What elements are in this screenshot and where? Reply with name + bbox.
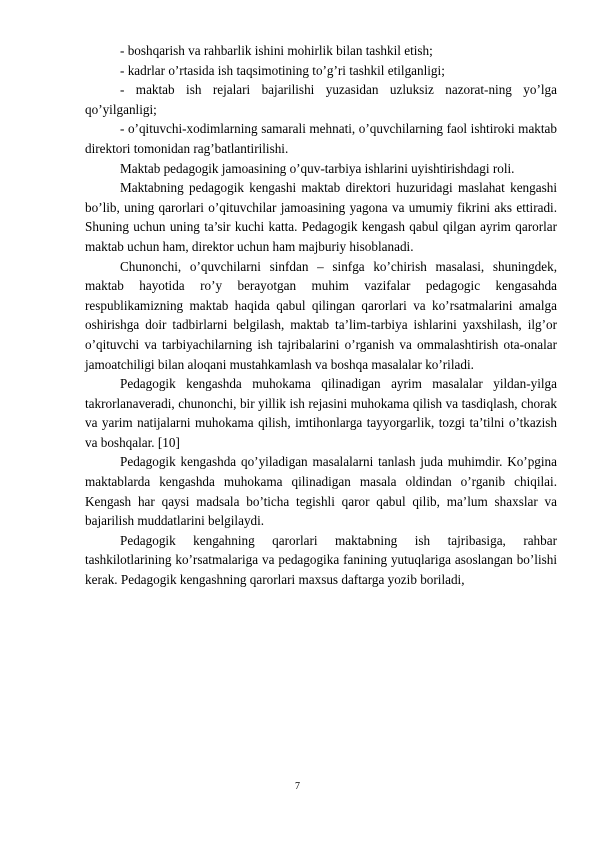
paragraph-council-decisions: Pedagogik kengahning qarorlari maktabning ish tajribasiga, rahbar tashkilotlarining ko’rsatmalariga va pedagogika fanining yutuqlariga asoslangan bo’lishi kerak. Pedagogik kengashning qarorlari maxsus daftarga yozib boriladi, [85,532,557,588]
paragraph-teacher-motivation: - o’qituvchi-xodimlarning samarali mehnati, o’quvchilarning faol ishtiroki maktab direktori tomonidan rag’batlantirilishi. [85,121,557,156]
page-number: 7 [295,781,300,792]
paragraph-plan-control: - maktab ish rejalari bajarilishi yuzasidan uzluksiz nazorat-ning yo’lga qo’yilganligi; [85,82,557,117]
paragraph-section-heading: Maktab pedagogik jamoasining o’quv-tarbiya ishlarini uyishtirishdagi roli. [120,160,515,176]
paragraph-pedagogical-council: Maktabning pedagogik kengashi maktab direktori huzuridagi maslahat kengashi bo’lib, uning qarorlari o’qituvchilar jamoasining yagona va umumiy fikrini aks ettiradi. Shuning uchun uning ta’sir kuchi katta. Pedagogik kengash qabul qilgan ayrim qarorlar maktab uchun ham, direktor uchun ham majburiy hisoblanadi. [85,180,557,254]
paragraph-council-issues: Chunonchi, o’quvchilarni sinfdan – sinfga ko’chirish masalasi, shuningdek, maktab hayotida ro’y berayotgan muhim vazifalar pedagogic kengasahda respublikamizning maktab haqida qabul qilingan qarorlari va ko’rsatmalarini amalga oshirishga doir tadbirlarni belgilash, maktab ta’lim-tarbiya ishlarini yaxshilash, ilg’or o’qituvchi va tarbiyachilarning ish tajribalarini o’rganish va ommalashtirish ota-onalar jamoatchiligi bilan aloqani mustahkamlash va boshqa masalalar ko’riladi. [85,258,557,372]
body-text [85,41,557,590]
paragraph-recurring-issues: Pedagogik kengashda muhokama qilinadigan ayrim masalalar yildan-yilga takrorlanaveradi, chunonchi, bir yillik ish rejasini muhokama qilish va tasdiqlash, chorak va yarim natijalarni muhokama qilish, imtihonlarga tayyorgarlik, tozgi ta’tilni o’tkazish va boshqalar. [10] [85,376,557,450]
paragraph-staff-distribution: - kadrlar o’rtasida ish taqsimotining to’g’ri tashkil etilganligi; [120,62,445,78]
paragraph-topic-selection: Pedagogik kengashda qo’yiladigan masalalarni tanlash juda muhimdir. Ko’pgina maktablarda kengashda muhokama qilinadigan masala oldindan o’rganib chiqilai. Kengash har qaysi madsala bo’ticha tegishli qaror qabul qilib, ma’lum shaxslar va bajarilish muddatlarini belgilaydi. [85,454,557,529]
paragraph-management: - boshqarish va rahbarlik ishini mohirlik bilan tashkil etish; [120,43,433,58]
